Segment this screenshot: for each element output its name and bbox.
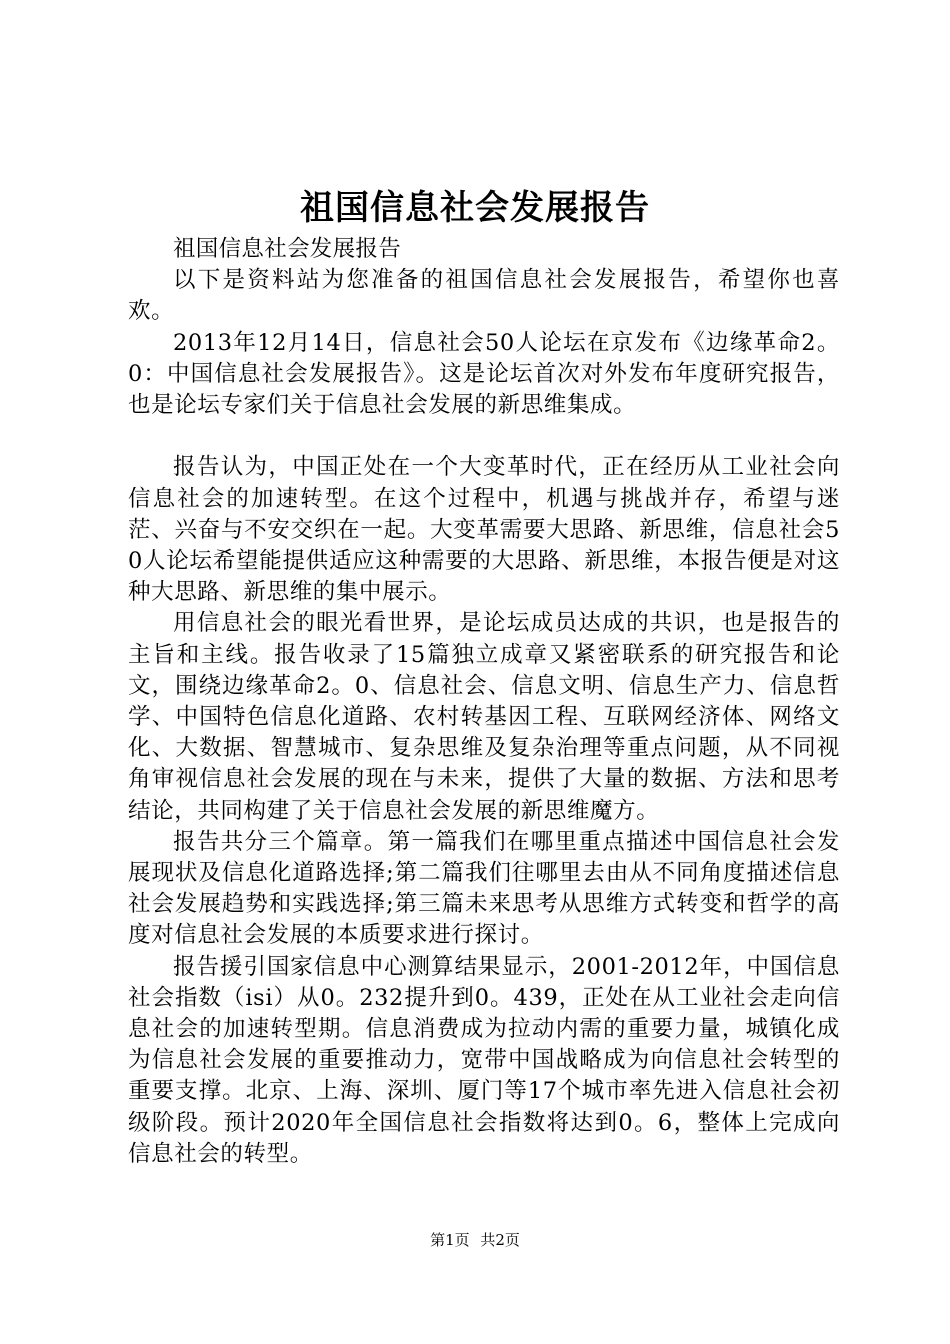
report-theme-paragraph: 用信息社会的眼光看世界，是论坛成员达成的共识，也是报告的主旨和主线。报告收录了15篇独立成章又紧密联系的研究报告和论文，围绕边缘革命2。0、信息社会、信息文明、信息生产力、信息哲学、中国特色信息化道路、农村转基因工程、互联网经济体、网络文化、大数据、智慧城市、复杂思维及复杂治理等重点问题，从不同视角审视信息社会发展的现在与未来，提供了大量的数据、方法和思考结论，共同构建了关于信息社会发展的新思维魔方。 bbox=[128, 610, 840, 824]
intro-paragraph: 以下是资料站为您准备的祖国信息社会发展报告，希望你也喜欢。 bbox=[128, 267, 840, 325]
release-paragraph: 2013年12月14日，信息社会50人论坛在京发布《边缘革命2。0：中国信息社会发展报告》。这是论坛首次对外发布年度研究报告，也是论坛专家们关于信息社会发展的新思维集成。 bbox=[128, 329, 840, 419]
report-view-paragraph: 报告认为，中国正处在一个大变革时代，正在经历从工业社会向信息社会的加速转型。在这个过程中，机遇与挑战并存，希望与迷茫、兴奋与不安交织在一起。大变革需要大思路、新思维，信息社会50人论坛希望能提供适应这种需要的大思路、新思维，本报告便是对这种大思路、新思维的集中展示。 bbox=[128, 454, 840, 606]
page-total: 共2页 bbox=[480, 1231, 520, 1249]
report-chapters-paragraph: 报告共分三个篇章。第一篇我们在哪里重点描述中国信息社会发展现状及信息化道路选择;第二篇我们往哪里去由从不同角度描述信息社会发展趋势和实践选择;第三篇未来思考从思维方式转变和哲学的高度对信息社会发展的本质要求进行探讨。 bbox=[128, 828, 840, 949]
blank-line bbox=[128, 421, 840, 452]
page-footer bbox=[0, 1230, 950, 1250]
subtitle-paragraph: 祖国信息社会发展报告 bbox=[173, 236, 402, 262]
document-title: 祖国信息社会发展报告 bbox=[300, 188, 650, 228]
page-current: 第1页 bbox=[430, 1231, 470, 1249]
document-body bbox=[128, 234, 840, 1170]
report-index-paragraph: 报告援引国家信息中心测算结果显示，2001-2012年，中国信息社会指数（isi）从0。232提升到0。439，正处在从工业社会走向信息社会的加速转型期。信息消费成为拉动内需的重要力量，城镇化成为信息社会发展的重要推动力，宽带中国战略成为向信息社会转型的重要支撑。北京、上海、深圳、厦门等17个城市率先进入信息社会初级阶段。预计2020年全国信息社会指数将达到0。6，整体上完成向信息社会的转型。 bbox=[128, 953, 840, 1167]
